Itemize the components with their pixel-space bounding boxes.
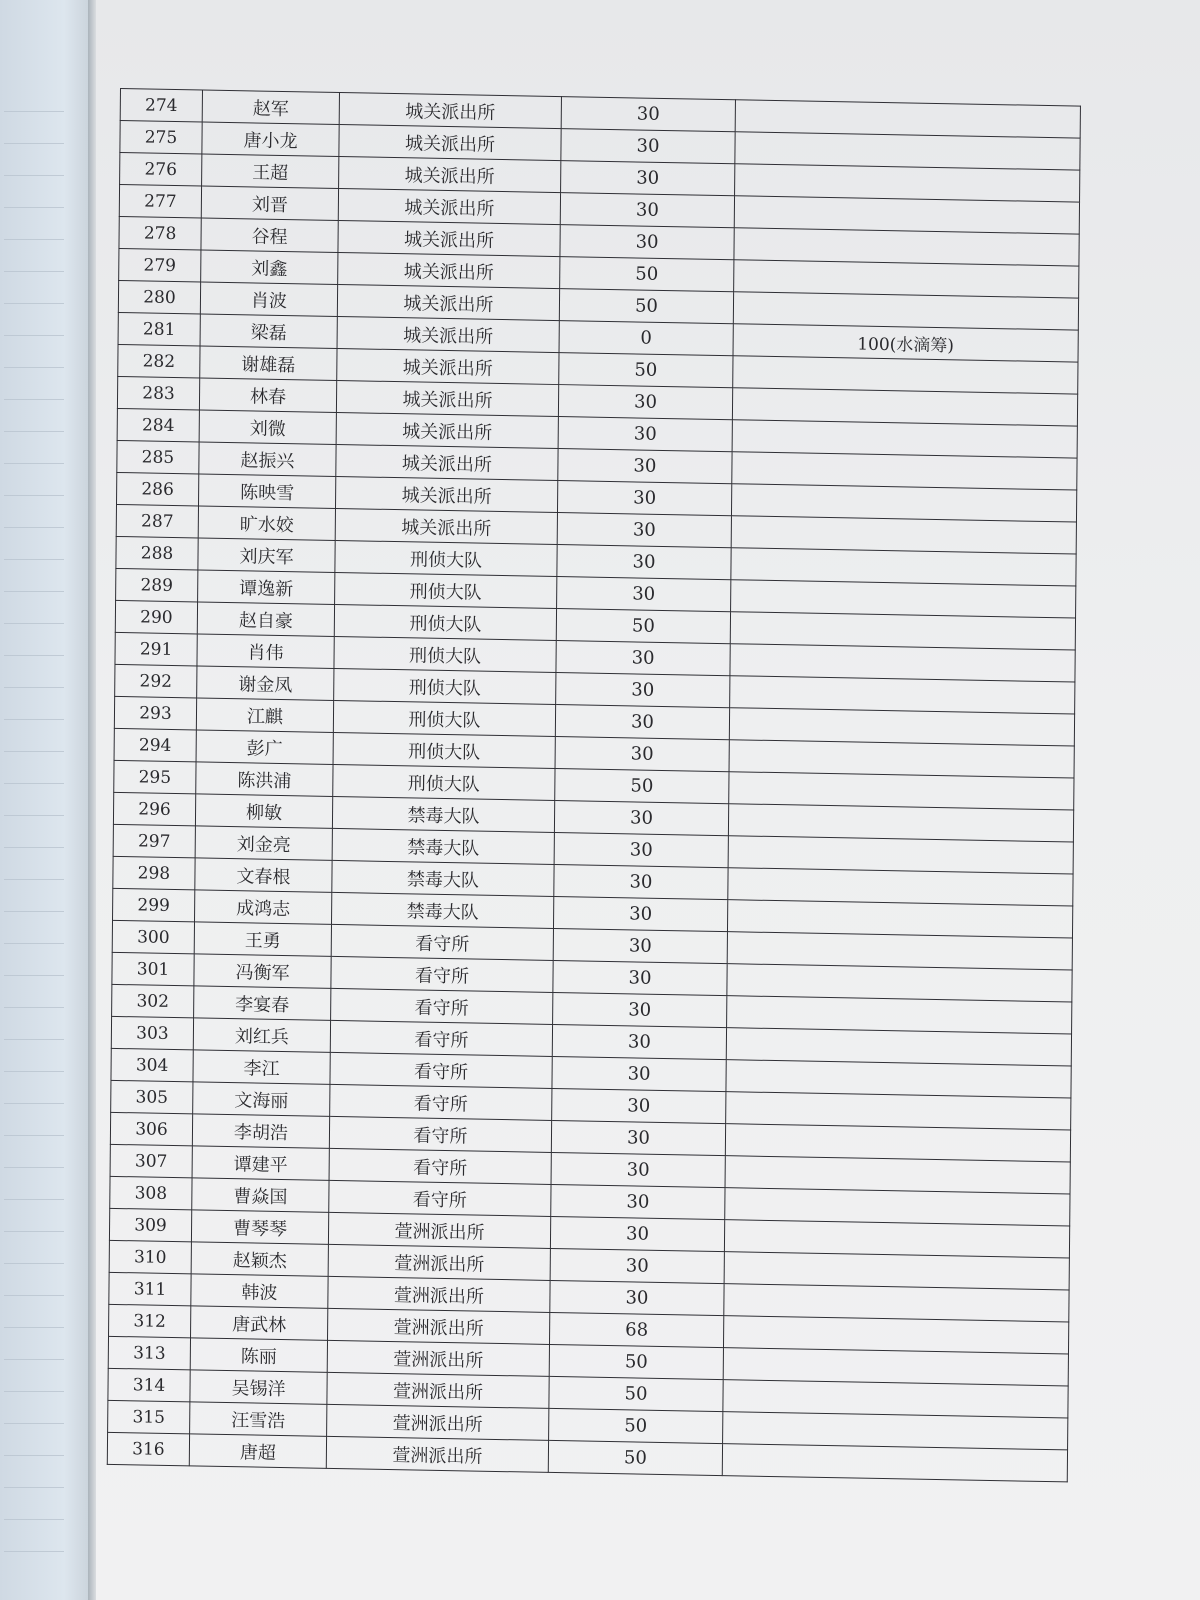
donation-table (107, 88, 1081, 1482)
row-number-cell: 282 (118, 344, 200, 377)
unit-name-cell: 看守所 (329, 1148, 551, 1184)
unit-name-cell: 刑侦大队 (335, 540, 557, 576)
amount-cell: 50 (559, 353, 733, 388)
row-number-cell: 295 (114, 760, 196, 793)
amount-cell: 30 (560, 193, 734, 228)
unit-name-cell: 城关派出所 (339, 93, 561, 129)
amount-cell: 0 (559, 321, 733, 356)
row-number-cell: 277 (119, 184, 201, 217)
person-name-cell: 肖波 (200, 282, 337, 317)
amount-cell: 50 (560, 257, 734, 292)
unit-name-cell: 萱洲派出所 (327, 1404, 549, 1440)
person-name-cell: 梁磊 (200, 314, 337, 349)
row-number-cell: 304 (111, 1048, 193, 1081)
row-number-cell: 314 (108, 1368, 190, 1401)
unit-name-cell: 看守所 (329, 1116, 551, 1152)
row-number-cell: 306 (110, 1112, 192, 1145)
row-number-cell: 301 (112, 952, 194, 985)
unit-name-cell: 萱洲派出所 (326, 1436, 548, 1472)
amount-cell: 50 (548, 1440, 722, 1475)
person-name-cell: 刘红兵 (193, 1018, 330, 1053)
person-name-cell: 刘晋 (201, 186, 338, 221)
amount-cell: 30 (556, 641, 730, 676)
amount-cell: 30 (554, 800, 728, 835)
unit-name-cell: 萱洲派出所 (328, 1244, 550, 1280)
unit-name-cell: 刑侦大队 (335, 572, 557, 608)
person-name-cell: 谭逸新 (198, 570, 335, 605)
unit-name-cell: 城关派出所 (339, 125, 561, 161)
unit-name-cell: 看守所 (331, 956, 553, 992)
amount-cell: 30 (551, 1184, 725, 1219)
unit-name-cell: 萱洲派出所 (328, 1276, 550, 1312)
person-name-cell: 冯衡军 (194, 954, 331, 989)
amount-cell: 30 (553, 896, 727, 931)
amount-cell: 30 (551, 1152, 725, 1187)
row-number-cell: 296 (113, 792, 195, 825)
row-number-cell: 299 (113, 888, 195, 921)
unit-name-cell: 城关派出所 (338, 221, 560, 257)
row-number-cell: 309 (109, 1208, 191, 1241)
person-name-cell: 陈洪浦 (196, 762, 333, 797)
row-number-cell: 298 (113, 856, 195, 889)
row-number-cell: 310 (109, 1240, 191, 1273)
amount-cell: 30 (550, 1280, 724, 1315)
row-number-cell: 302 (112, 984, 194, 1017)
unit-name-cell: 萱洲派出所 (328, 1308, 550, 1344)
person-name-cell: 王勇 (194, 922, 331, 957)
unit-name-cell: 城关派出所 (335, 508, 557, 544)
amount-cell: 50 (549, 1344, 723, 1379)
amount-cell: 50 (555, 769, 729, 804)
row-number-cell: 278 (119, 216, 201, 249)
unit-name-cell: 看守所 (330, 1052, 552, 1088)
amount-cell: 30 (555, 737, 729, 772)
row-number-cell: 285 (117, 440, 199, 473)
amount-cell: 30 (550, 1248, 724, 1283)
unit-name-cell: 刑侦大队 (334, 604, 556, 640)
person-name-cell: 谭建平 (192, 1146, 329, 1181)
row-number-cell: 311 (109, 1272, 191, 1305)
unit-name-cell: 禁毒大队 (332, 796, 554, 832)
unit-name-cell: 禁毒大队 (331, 892, 553, 928)
row-number-cell: 284 (117, 408, 199, 441)
person-name-cell: 谢金凤 (197, 666, 334, 701)
row-number-cell: 300 (112, 920, 194, 953)
person-name-cell: 文春根 (195, 858, 332, 893)
row-number-cell: 274 (120, 89, 202, 122)
person-name-cell: 赵军 (202, 90, 339, 125)
row-number-cell: 291 (115, 632, 197, 665)
amount-cell: 30 (558, 449, 732, 484)
person-name-cell: 刘庆军 (198, 538, 335, 573)
amount-cell: 30 (560, 225, 734, 260)
unit-name-cell: 萱洲派出所 (327, 1372, 549, 1408)
amount-cell: 30 (552, 1088, 726, 1123)
unit-name-cell: 城关派出所 (335, 476, 557, 512)
unit-name-cell: 看守所 (330, 1084, 552, 1120)
row-number-cell: 294 (114, 728, 196, 761)
row-number-cell: 305 (111, 1080, 193, 1113)
amount-cell: 30 (553, 928, 727, 963)
unit-name-cell: 看守所 (330, 1020, 552, 1056)
unit-name-cell: 看守所 (331, 988, 553, 1024)
row-number-cell: 280 (118, 280, 200, 313)
unit-name-cell: 萱洲派出所 (327, 1340, 549, 1376)
person-name-cell: 王超 (202, 154, 339, 189)
person-name-cell: 曹焱国 (192, 1178, 329, 1213)
row-number-cell: 286 (117, 472, 199, 505)
amount-cell: 30 (561, 161, 735, 196)
unit-name-cell: 禁毒大队 (332, 828, 554, 864)
person-name-cell: 江麒 (196, 698, 333, 733)
person-name-cell: 李江 (193, 1050, 330, 1085)
person-name-cell: 曹琴琴 (191, 1210, 328, 1245)
person-name-cell: 柳敏 (195, 794, 332, 829)
amount-cell: 30 (554, 864, 728, 899)
row-number-cell: 279 (119, 248, 201, 281)
row-number-cell: 288 (116, 536, 198, 569)
unit-name-cell: 城关派出所 (337, 316, 559, 352)
amount-cell: 30 (552, 1024, 726, 1059)
person-name-cell: 唐武林 (191, 1306, 328, 1341)
adjacent-page-lines (4, 80, 64, 1560)
unit-name-cell: 城关派出所 (337, 284, 559, 320)
person-name-cell: 陈映雪 (198, 474, 335, 509)
unit-name-cell: 看守所 (331, 924, 553, 960)
unit-name-cell: 看守所 (329, 1180, 551, 1216)
person-name-cell: 吴锡洋 (190, 1370, 327, 1405)
row-number-cell: 275 (120, 121, 202, 154)
unit-name-cell: 萱洲派出所 (328, 1212, 550, 1248)
unit-name-cell: 城关派出所 (336, 380, 558, 416)
row-number-cell: 292 (115, 664, 197, 697)
person-name-cell: 谢雄磊 (200, 346, 337, 381)
amount-cell: 30 (556, 673, 730, 708)
row-number-cell: 283 (117, 376, 199, 409)
row-number-cell: 281 (118, 312, 200, 345)
person-name-cell: 韩波 (191, 1274, 328, 1309)
amount-cell: 30 (550, 1216, 724, 1251)
row-number-cell: 313 (108, 1336, 190, 1369)
note-cell: 100(水滴筹) (733, 324, 1078, 362)
amount-cell: 30 (551, 1120, 725, 1155)
row-number-cell: 287 (116, 504, 198, 537)
person-name-cell: 赵自豪 (197, 602, 334, 637)
adjacent-page (0, 0, 92, 1600)
amount-cell: 30 (558, 385, 732, 420)
amount-cell: 30 (561, 129, 735, 164)
person-name-cell: 唐超 (189, 1434, 326, 1469)
person-name-cell: 李胡浩 (192, 1114, 329, 1149)
person-name-cell: 谷程 (201, 218, 338, 253)
amount-cell: 30 (553, 960, 727, 995)
unit-name-cell: 城关派出所 (339, 157, 561, 193)
unit-name-cell: 刑侦大队 (333, 764, 555, 800)
row-number-cell: 290 (115, 600, 197, 633)
person-name-cell: 赵颖杰 (191, 1242, 328, 1277)
person-name-cell: 文海丽 (193, 1082, 330, 1117)
row-number-cell: 307 (110, 1144, 192, 1177)
unit-name-cell: 禁毒大队 (332, 860, 554, 896)
person-name-cell: 赵振兴 (199, 442, 336, 477)
unit-name-cell: 刑侦大队 (334, 668, 556, 704)
unit-name-cell: 城关派出所 (338, 189, 560, 225)
amount-cell: 50 (556, 609, 730, 644)
person-name-cell: 唐小龙 (202, 122, 339, 157)
person-name-cell: 旷水姣 (198, 506, 335, 541)
amount-cell: 50 (549, 1376, 723, 1411)
row-number-cell: 315 (108, 1400, 190, 1433)
unit-name-cell: 刑侦大队 (333, 700, 555, 736)
amount-cell: 50 (559, 289, 733, 324)
unit-name-cell: 城关派出所 (337, 348, 559, 384)
person-name-cell: 肖伟 (197, 634, 334, 669)
person-name-cell: 刘鑫 (201, 250, 338, 285)
person-name-cell: 成鸿志 (195, 890, 332, 925)
amount-cell: 30 (561, 97, 735, 132)
amount-cell: 30 (553, 992, 727, 1027)
amount-cell: 30 (557, 481, 731, 516)
person-name-cell: 彭广 (196, 730, 333, 765)
donation-table-wrapper (107, 88, 1080, 1482)
amount-cell: 30 (554, 832, 728, 867)
person-name-cell: 陈丽 (190, 1338, 327, 1373)
unit-name-cell: 城关派出所 (336, 444, 558, 480)
person-name-cell: 刘微 (199, 410, 336, 445)
person-name-cell: 汪雪浩 (190, 1402, 327, 1437)
amount-cell: 30 (555, 705, 729, 740)
table-body (107, 89, 1080, 1482)
unit-name-cell: 城关派出所 (336, 412, 558, 448)
unit-name-cell: 刑侦大队 (333, 732, 555, 768)
amount-cell: 30 (558, 417, 732, 452)
unit-name-cell: 刑侦大队 (334, 636, 556, 672)
row-number-cell: 312 (109, 1304, 191, 1337)
amount-cell: 30 (557, 513, 731, 548)
row-number-cell: 293 (114, 696, 196, 729)
row-number-cell: 316 (107, 1432, 189, 1465)
amount-cell: 68 (549, 1312, 723, 1347)
row-number-cell: 303 (111, 1016, 193, 1049)
amount-cell: 30 (557, 545, 731, 580)
person-name-cell: 刘金亮 (195, 826, 332, 861)
person-name-cell: 林春 (199, 378, 336, 413)
row-number-cell: 276 (120, 153, 202, 186)
unit-name-cell: 城关派出所 (338, 253, 560, 289)
row-number-cell: 308 (110, 1176, 192, 1209)
row-number-cell: 289 (116, 568, 198, 601)
note-cell (722, 1444, 1067, 1482)
amount-cell: 30 (557, 577, 731, 612)
row-number-cell: 297 (113, 824, 195, 857)
amount-cell: 50 (549, 1408, 723, 1443)
amount-cell: 30 (552, 1056, 726, 1091)
person-name-cell: 李宴春 (194, 986, 331, 1021)
